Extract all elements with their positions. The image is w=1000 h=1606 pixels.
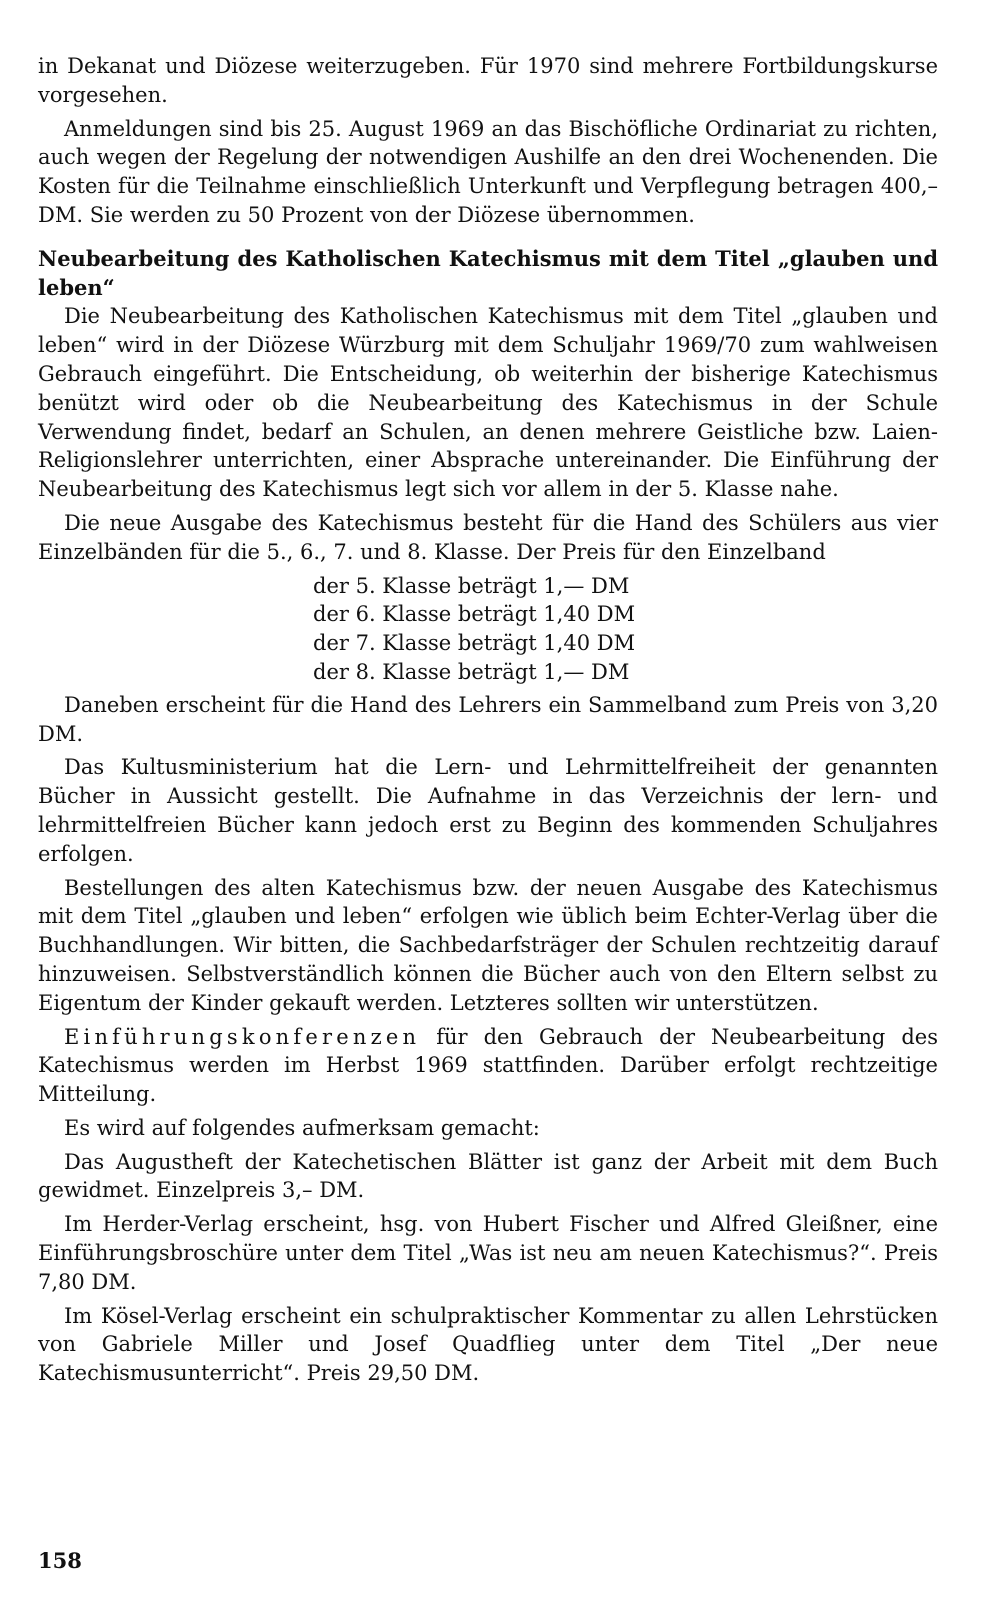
koesel-paragraph: Im Kösel-Verlag erscheint ein schulpraktischer Kommentar zu allen Lehrstücken von Gabriele Miller und Josef Quadflieg unter dem Titel „Der neue Katechismusunterricht“. Preis 29,50 DM. xyxy=(38,1303,938,1386)
conference-paragraph xyxy=(38,1023,938,1109)
intro-paragraph-2: Anmeldungen sind bis 25. August 1969 an das Bischöfliche Ordinariat zu richten, auch wegen der Regelung der notwendigen Aushilfe an den drei Wochenenden. Die Kosten für die Teilnahme einschließlich Unterkunft und Verpflegung betragen 400,– DM. Sie werden zu 50 Prozent von der Diözese übernommen. xyxy=(38,116,938,227)
section-paragraph-1: Die Neubearbeitung des Katholischen Katechismus mit dem Titel „glauben und leben“ wird in der Diözese Würzburg mit dem Schuljahr 1969/70 zum wahlweisen Gebrauch eingeführt. Die Entscheidung, ob weiterhin der bisherige Katechismus benützt wird oder ob die Neubearbeitung des Katechismus in der Schule Verwendung findet, bedarf an Schulen, an denen mehrere Geistliche bzw. Laien-Religionslehrer unterrichten, einer Absprache untereinander. Die Einführung der Neubearbeitung des Katechismus legt sich vor allem in der 5. Klasse nahe. xyxy=(38,304,938,502)
conference-text: für den Gebrauch der Neubearbeitung des Katechismus werden im Herbst 1969 stattfinden. Darüber erfolgt rechtzeitige Mitteilung. xyxy=(38,1024,938,1107)
price-list xyxy=(313,572,938,687)
notice-intro: Es wird auf folgendes aufmerksam gemacht: xyxy=(64,1115,540,1140)
section-paragraph-2: Die neue Ausgabe des Katechismus besteht für die Hand des Schülers aus vier Einzelbänden für die 5., 6., 7. und 8. Klasse. Der Preis für den Einzelband xyxy=(38,510,938,564)
document-page xyxy=(38,52,938,1393)
herder-paragraph: Im Herder-Verlag erscheint, hsg. von Hubert Fischer und Alfred Gleißner, eine Einführungsbroschüre unter dem Titel „Was ist neu am neuen Katechismus?“. Preis 7,80 DM. xyxy=(38,1212,938,1294)
ministry-paragraph: Das Kultusministerium hat die Lern- und Lehrmittelfreiheit der genannten Bücher in Aussicht gestellt. Die Aufnahme in das Verzeichnis der lern- und lehrmittelfreien Bücher kann jedoch erst zu Beginn des kommenden Schuljahres erfolgen. xyxy=(38,755,938,866)
price-line-class-8: der 8. Klasse beträgt 1,— DM xyxy=(313,659,630,684)
orders-paragraph: Bestellungen des alten Katechismus bzw. der neuen Ausgabe des Katechismus mit dem Titel „glauben und leben“ erfolgen wie üblich beim Echter-Verlag über die Buchhandlungen. Wir bitten, die Sachbedarfsträger der Schulen rechtzeitig darauf hinzuweisen. Selbstverständlich können die Bücher auch von den Eltern selbst zu Eigentum der Kinder gekauft werden. Letzteres sollten wir unterstützen. xyxy=(38,875,938,1015)
price-line-class-7: der 7. Klasse beträgt 1,40 DM xyxy=(313,631,636,656)
conference-term: Einführungskonferenzen xyxy=(64,1024,421,1049)
section-heading: Neubearbeitung des Katholischen Katechismus mit dem Titel „glauben und leben“ xyxy=(38,245,938,300)
price-line-class-5: der 5. Klasse beträgt 1,— DM xyxy=(313,573,630,598)
intro-paragraph-1: in Dekanat und Diözese weiterzugeben. Für 1970 sind mehrere Fortbildungskurse vorgesehen. xyxy=(38,54,938,107)
teacher-volume-paragraph: Daneben erscheint für die Hand des Lehrers ein Sammelband zum Preis von 3,20 DM. xyxy=(38,692,938,746)
augustheft-paragraph: Das Augustheft der Katechetischen Blätter ist ganz der Arbeit mit dem Buch gewidmet. Einzelpreis 3,– DM. xyxy=(38,1149,938,1203)
price-line-class-6: der 6. Klasse beträgt 1,40 DM xyxy=(313,602,636,627)
page-number: 158 xyxy=(38,1548,82,1573)
